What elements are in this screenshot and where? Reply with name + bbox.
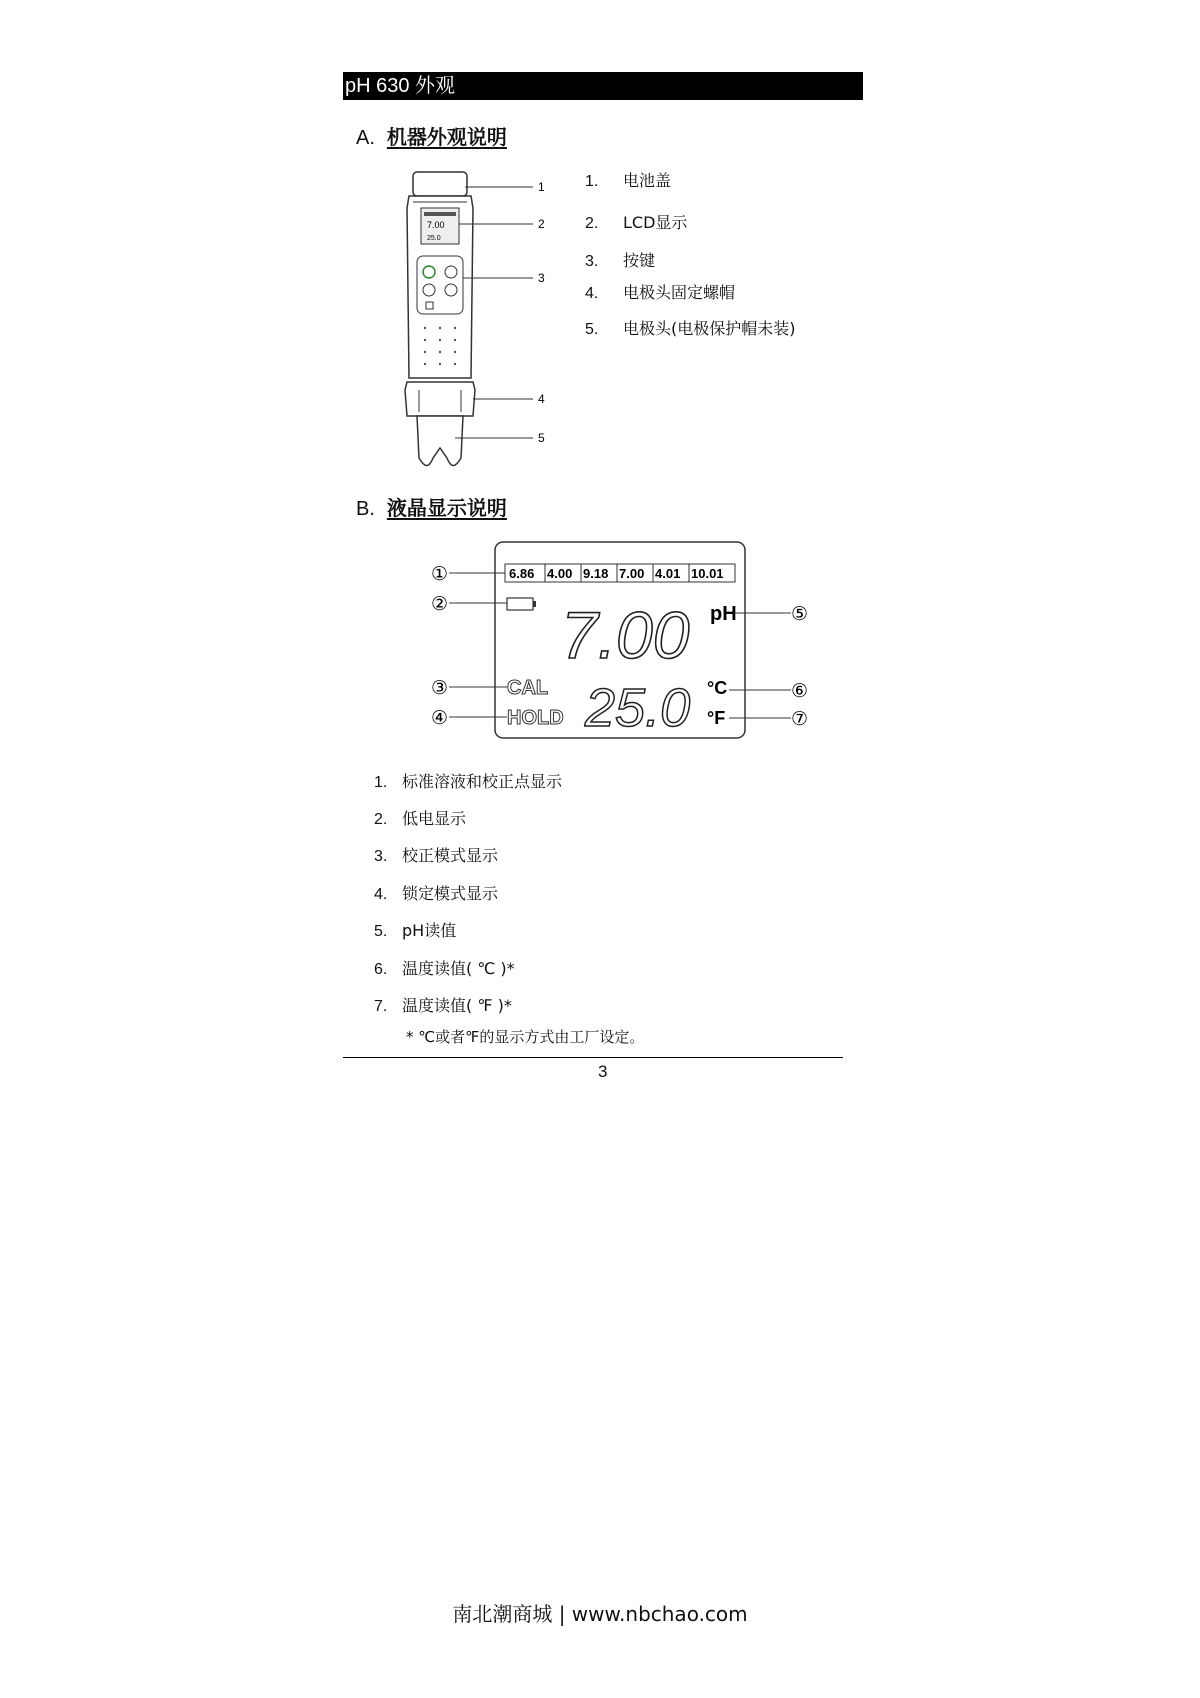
buffer-value: 4.00: [547, 566, 573, 581]
section-b-title: 液晶显示说明: [386, 496, 507, 520]
callout-1: 1: [538, 180, 545, 194]
part-item: 3. 按键: [585, 251, 656, 270]
lcd-item: 6. 温度读值( ℃ )*: [374, 959, 515, 978]
section-a-letter: A.: [356, 127, 375, 149]
svg-text:25.0: 25.0: [427, 235, 441, 242]
part-item: 4. 电极头固定螺帽: [585, 283, 736, 302]
buffer-value: 10.01: [691, 566, 724, 581]
ph-reading: 7.00: [561, 598, 690, 672]
section-a-heading: [356, 121, 507, 150]
buffer-value: 6.86: [509, 566, 535, 581]
cal-indicator: CAL: [507, 677, 549, 699]
fahrenheit-unit: °F: [707, 708, 726, 728]
part-item: 1. 电池盖: [585, 171, 672, 190]
svg-text:7.00: 7.00: [427, 220, 445, 230]
footnote: * ℃或者℉的显示方式由工厂设定。: [406, 1028, 645, 1046]
marker-3: ③: [431, 678, 449, 699]
hold-indicator: HOLD: [507, 707, 564, 729]
lcd-item: 4. 锁定模式显示: [374, 884, 499, 903]
site-footer: 南北潮商城 | www.nbchao.com: [452, 1602, 748, 1626]
callout-2: 2: [538, 217, 545, 231]
section-a-title: 机器外观说明: [386, 125, 507, 149]
marker-4: ④: [431, 708, 449, 729]
page-title: pH 630 外观: [345, 75, 456, 97]
part-item: 2. LCD显示: [585, 213, 688, 232]
marker-2: ②: [431, 594, 449, 615]
marker-5: ⑤: [791, 604, 809, 625]
part-item: 5. 电极头(电极保护帽未装): [585, 319, 796, 338]
page-title-bar: [343, 72, 863, 100]
section-b-letter: B.: [356, 498, 375, 520]
callout-4: 4: [538, 392, 545, 406]
lcd-diagram: [425, 540, 815, 745]
celsius-unit: °C: [707, 678, 728, 698]
callout-3: 3: [538, 271, 545, 285]
meter-drawing: [395, 168, 575, 478]
lcd-item: 3. 校正模式显示: [374, 846, 499, 865]
buffer-row: [505, 564, 735, 582]
marker-7: ⑦: [791, 709, 809, 730]
page-divider: [343, 1057, 843, 1058]
marker-1: ①: [431, 564, 449, 585]
low-battery-icon: [507, 598, 536, 610]
marker-6: ⑥: [791, 681, 809, 702]
section-b-heading: [356, 492, 507, 521]
temp-reading: 25.0: [585, 678, 691, 738]
page-number: 3: [598, 1062, 608, 1081]
lcd-item: 2. 低电显示: [374, 809, 467, 828]
lcd-item: 5. pH读值: [374, 921, 457, 940]
ph-unit: pH: [710, 603, 737, 625]
buffer-value: 7.00: [619, 566, 645, 581]
buffer-value: 4.01: [655, 566, 681, 581]
callout-5: 5: [538, 431, 545, 445]
buffer-value: 9.18: [583, 566, 609, 581]
lcd-item: 1. 标准溶液和校正点显示: [374, 772, 563, 791]
lcd-item: 7. 温度读值( ℉ )*: [374, 996, 512, 1015]
